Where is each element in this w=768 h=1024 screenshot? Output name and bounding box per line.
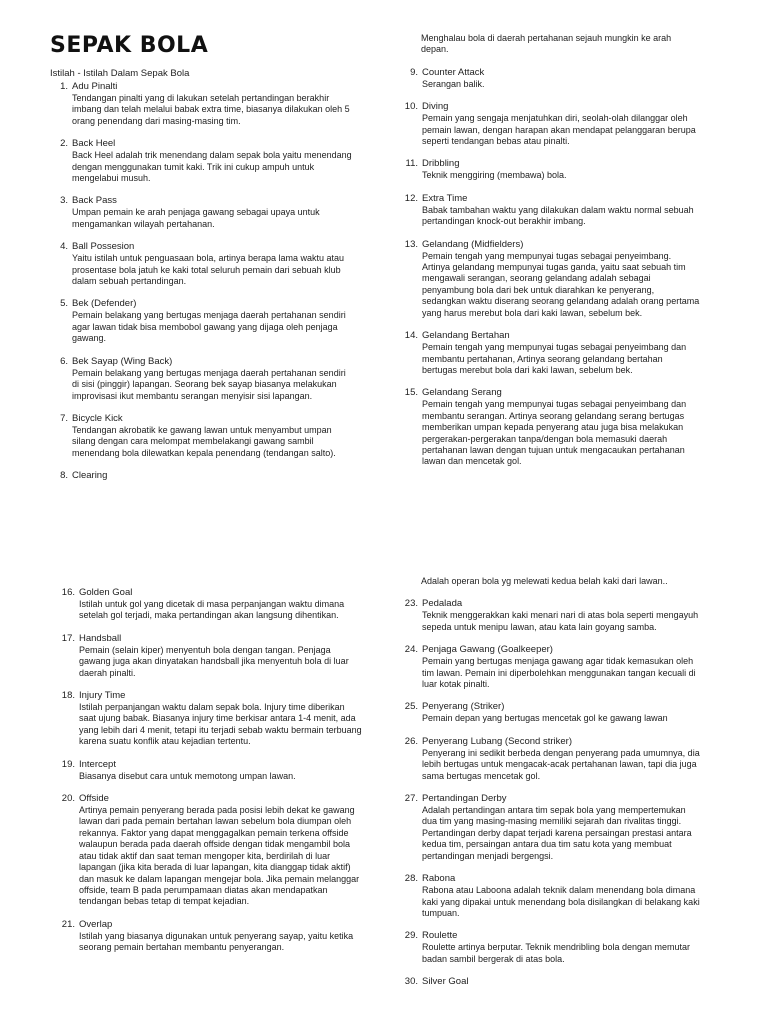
top-right-column: [400, 33, 700, 479]
term-definition: Pemain yang sengaja menjatuhkan diri, seolah-olah dilanggar oleh pemain lawan, dengan harapan akan mendapat pelanggaran berupa seperti tendangan bebas atau pinalti.: [422, 113, 696, 147]
term-entry: [400, 158, 700, 181]
term-definition: Pemain yang bertugas menjaga gawang agar tidak kemasukan oleh tim lawan. Pemain ini diperbolehkan menggunakan tangan kecuali di luar kotak pinalti.: [422, 656, 696, 690]
term-entry: [400, 701, 700, 724]
term-number: 15.: [404, 387, 418, 399]
term-entry: [400, 930, 700, 965]
term-name: Dribbling: [422, 158, 460, 170]
term-heading: [400, 644, 700, 656]
term-definition: Pemain depan yang bertugas mencetak gol ke gawang lawan: [422, 713, 668, 724]
term-number: 7.: [60, 412, 68, 424]
term-name: Extra Time: [422, 192, 468, 204]
term-entry: [57, 633, 362, 679]
term-heading: [400, 330, 700, 342]
term-list: [400, 67, 700, 468]
term-name: Gelandang Bertahan: [422, 330, 510, 342]
term-list: [400, 598, 700, 988]
term-entry: [50, 241, 355, 287]
term-name: Injury Time: [79, 690, 126, 702]
term-name: Pertandingan Derby: [422, 793, 507, 805]
term-number: 25.: [404, 701, 418, 713]
term-heading: [50, 413, 355, 425]
term-number: 14.: [404, 330, 418, 342]
term-entry: [50, 356, 355, 402]
term-entry: [400, 736, 700, 782]
term-name: Penyerang (Striker): [422, 701, 505, 713]
term-number: 1.: [60, 81, 68, 92]
term-number: 3.: [60, 195, 68, 207]
term-heading: [400, 193, 700, 205]
term-entry: [400, 976, 700, 988]
term-number: 20.: [61, 793, 75, 805]
term-number: 18.: [61, 690, 75, 702]
term-entry: [50, 298, 355, 344]
term-definition: Pemain tengah yang mempunyai tugas sebagai penyeimbang dan membantu pertahanan, Artinya seorang gelandang bertahan bertugas merebut bola dari kaki lawan, sebelum bek.: [422, 342, 687, 375]
term-heading: [57, 759, 362, 771]
term-heading: [50, 470, 355, 482]
term-definition: Tendangan akrobatik ke gawang lawan untuk menyambut umpan silang dengan cara melompat membelakangi gawang sambil menendang bola dilewatkan kepala penendang (tendangan salto).: [72, 424, 336, 458]
term-heading: [50, 356, 355, 368]
term-definition: Penyerang ini sedikit berbeda dengan penyerang pada umumnya, dia lebih bertugas untuk mengacak-acak pertahanan lawan, tapi dia juga sama bertugas mencetak gol.: [422, 747, 700, 781]
term-number: 21.: [61, 918, 75, 930]
term-definition: Pemain belakang yang bertugas menjaga daerah pertahanan sendiri agar lawan tidak bisa membobol gawang yang dijaga oleh penjaga gawang.: [72, 310, 346, 344]
term-definition: Back Heel adalah trik menendang dalam sepak bola yaitu menendang dengan menggunakan tumit kaki. Trik ini cukup ampuh untuk mengelabui musuh.: [72, 150, 352, 184]
term-entry: [50, 195, 355, 230]
term-entry: [400, 598, 700, 633]
term-name: Roulette: [422, 930, 458, 942]
term-heading: [50, 138, 355, 150]
term-name: Bek (Defender): [72, 298, 137, 310]
term-heading: [50, 241, 355, 253]
term-name: Clearing: [72, 470, 108, 482]
term-name: Ball Possesion: [72, 241, 135, 253]
term-definition: Roulette artinya berputar. Teknik mendribling bola dengan memutar badan sambil bergerak di atas bola.: [422, 942, 690, 964]
term-definition: Pemain tengah yang mempunyai tugas sebagai penyeimbang dan membantu serangan. Artinya seorang gelandang serang bertugas memberikan umpan kepada penyerang atau juga bisa melakukan pergerakan-pergerakan tanpa/dengan bola memasuki daerah pertahanan lawan dengan tujuan untuk mengacaukan pertahanan lawan dan mencetak gol.: [422, 399, 687, 467]
term-name: Pedalada: [422, 598, 463, 610]
top-left-column: [50, 33, 355, 493]
term-number: 2.: [60, 138, 68, 150]
term-heading: [400, 873, 700, 885]
term-definition: Artinya pemain penyerang berada pada posisi lebih dekat ke gawang lawan dari pada pemain bertahan lawan sebelum bola diumpan oleh rekannya. Faktor yang dapat menggagalkan pemain terkena offside walaupun berada pada daerah offside dengan tidak mengambil bola atau tidak aktif dan saat teman mengoper kita, berdirilah di luar lapangan (jika kita berada di luar lapangan, kita dianggap tidak aktif) dan masuk ke dalam lapangan mengejar bola. Jika pemain melanggar offside, team B pada perumpamaan diatas akan mendapatkan tendangan bebas tetap di tempat kejadian.: [79, 805, 360, 907]
term-heading: [50, 298, 355, 310]
term-number: 13.: [404, 238, 418, 250]
term-definition: Istilah untuk gol yang dicetak di masa perpanjangan waktu dimana setelah gol terjadi, maka pertandingan akan langsung dihentikan.: [79, 599, 345, 621]
term-name: Bek Sayap (Wing Back): [72, 355, 173, 367]
term-entry: [400, 101, 700, 147]
term-entry: [50, 413, 355, 459]
term-definition: Istilah perpanjangan waktu dalam sepak bola. Injury time diberikan saat ujung babak. Biasanya injury time berkisar antara 1-4 menit, ada yang lebih dari 4 menit, tetapi itu terjadi sebab waktu bermain terbuang karena suatu konflik atau kejadian tertentu.: [79, 702, 362, 747]
term-heading: [400, 67, 700, 79]
term-entry: [400, 239, 700, 319]
term-entry: [57, 759, 362, 782]
term-number: 17.: [61, 632, 75, 644]
term-heading: [400, 387, 700, 399]
term-heading: [400, 239, 700, 251]
term-name: Diving: [422, 101, 449, 113]
term-entry: [400, 67, 700, 90]
term-heading: [400, 976, 700, 988]
term-number: 10.: [404, 101, 418, 113]
term-entry: [400, 387, 700, 467]
term-number: 16.: [61, 587, 75, 598]
term-name: Adu Pinalti: [72, 81, 118, 92]
term-name: Rabona: [422, 873, 456, 885]
term-heading: [57, 587, 362, 599]
page-subtitle: Istilah - Istilah Dalam Sepak Bola: [50, 68, 190, 79]
term-heading: [400, 101, 700, 113]
term-number: 8.: [60, 470, 68, 482]
term-heading: [50, 81, 355, 93]
term-number: 9.: [410, 66, 418, 78]
page-title: SEPAK BOLA: [50, 33, 209, 58]
term-entry: [50, 81, 355, 127]
term-number: 30.: [404, 976, 418, 988]
term-name: Offside: [79, 793, 109, 805]
term-heading: [400, 793, 700, 805]
term-number: 24.: [404, 644, 418, 656]
term-entry: [400, 793, 700, 862]
term-name: Handsball: [79, 632, 122, 644]
term-number: 12.: [404, 192, 418, 204]
term-definition: Umpan pemain ke arah penjaga gawang sebagai upaya untuk mengamankan wilayah pertahanan.: [72, 207, 320, 229]
term-name: Back Heel: [72, 138, 116, 150]
term-name: Gelandang (Midfielders): [422, 238, 524, 250]
term-number: 23.: [404, 598, 418, 610]
term-entry: [57, 919, 362, 954]
term-number: 6.: [60, 355, 68, 367]
continued-definition: Adalah operan bola yg melewati kedua belah kaki dari lawan..: [421, 576, 668, 586]
term-entry: [57, 690, 362, 748]
term-name: Intercept: [79, 758, 116, 770]
term-number: 5.: [60, 298, 68, 310]
term-number: 27.: [404, 793, 418, 805]
term-heading: [400, 598, 700, 610]
term-definition: Teknik menggerakkan kaki menari nari di atas bola seperti mengayuh sepeda untuk menipu lawan, atau kata lain goyang samba.: [422, 610, 699, 632]
term-list: [50, 81, 355, 482]
term-definition: Rabona atau Laboona adalah teknik dalam menendang bola dimana kaki yang dipakai untuk menendang bola disilangkan di belakang kaki tumpuan.: [422, 885, 700, 918]
term-definition: Tendangan pinalti yang di lakukan setelah pertandingan berakhir imbang dan telah melalui babak extra time, biasanya dilakukan oleh 5 orang penendang dari masing-masing tim.: [72, 93, 350, 126]
term-definition: Biasanya disebut cara untuk memotong umpan lawan.: [79, 770, 296, 781]
term-number: 19.: [61, 758, 75, 770]
term-definition: Babak tambahan waktu yang dilakukan dalam waktu normal sebuah pertandingan knock-out berakhir imbang.: [422, 204, 694, 227]
term-number: 28.: [404, 873, 418, 885]
term-name: Penjaga Gawang (Goalkeeper): [422, 644, 553, 656]
term-entry: [400, 644, 700, 690]
term-heading: [57, 919, 362, 931]
term-definition: Teknik menggiring (membawa) bola.: [422, 170, 567, 181]
term-name: Counter Attack: [422, 66, 485, 78]
term-definition: Serangan balik.: [422, 78, 485, 89]
term-definition: Adalah pertandingan antara tim sepak bola yang mempertemukan dua tim yang masing-masing memiliki sejarah dan rivalitas tinggi. Pertandingan derby dapat terjadi karena persaingan prestasi antara kedua tim, persaingan antara dua tim satu kota yang membuat pertandingan menjadi bergengsi.: [422, 805, 692, 861]
term-heading: [50, 195, 355, 207]
term-definition: Pemain belakang yang bertugas menjaga daerah pertahanan sendiri di sisi (pinggir) lapangan. Seorang bek sayap biasanya melakukan improvisasi ikut membantu serangan menyisir sisi lapangan.: [72, 367, 346, 401]
term-heading: [57, 793, 362, 805]
term-definition: Pemain tengah yang mempunyai tugas sebagai penyeimbang. Artinya gelandang mempunyai tugas ganda, yaitu saat sebuah tim mengawali serangan, seorang gelandang adalah sebagai penyambung bola dari bek untuk diarahkan ke penyerang, sedangkan waktu diserang seorang gelandang adalah orang pertama yang harus merebut bola dari kaki lawan, sebelum bek.: [422, 250, 700, 318]
term-entry: [50, 470, 355, 482]
term-entry: [57, 793, 362, 908]
continued-definition: Menghalau bola di daerah pertahanan sejauh mungkin ke arah depan.: [421, 33, 672, 55]
term-definition: Istilah yang biasanya digunakan untuk penyerang sayap, yaitu ketika seorang pemain bertahan membantu penyerangan.: [79, 930, 354, 953]
term-name: Gelandang Serang: [422, 387, 502, 399]
term-name: Back Pass: [72, 195, 117, 207]
term-list: [57, 587, 362, 954]
bottom-right-column: [400, 576, 700, 999]
term-heading: [400, 158, 700, 170]
term-heading: [400, 930, 700, 942]
term-definition: Yaitu istilah untuk penguasaan bola, artinya berapa lama waktu atau prosentase bola jatuh ke kaki total seluruh pemain dari sebuah klub dalam sebuah pertandingan.: [72, 253, 345, 287]
term-heading: [57, 690, 362, 702]
term-name: Penyerang Lubang (Second striker): [422, 735, 572, 747]
term-name: Overlap: [79, 918, 113, 930]
term-entry: [400, 330, 700, 376]
term-name: Silver Goal: [422, 976, 469, 988]
term-heading: [57, 633, 362, 645]
term-number: 4.: [60, 241, 68, 253]
bottom-left-column: [57, 587, 362, 965]
term-number: 11.: [405, 158, 418, 170]
term-name: Bicycle Kick: [72, 412, 123, 424]
term-entry: [57, 587, 362, 622]
term-number: 29.: [404, 930, 418, 942]
term-entry: [400, 193, 700, 228]
term-number: 26.: [404, 735, 418, 747]
term-definition: Pemain (selain kiper) menyentuh bola dengan tangan. Penjaga gawang juga akan dinyatakan handsball jika menyentuh bola di luar daerah pinalti.: [79, 644, 349, 678]
term-heading: [400, 736, 700, 748]
term-entry: [400, 873, 700, 919]
term-name: Golden Goal: [79, 587, 133, 598]
term-entry: [50, 138, 355, 184]
term-heading: [400, 701, 700, 713]
